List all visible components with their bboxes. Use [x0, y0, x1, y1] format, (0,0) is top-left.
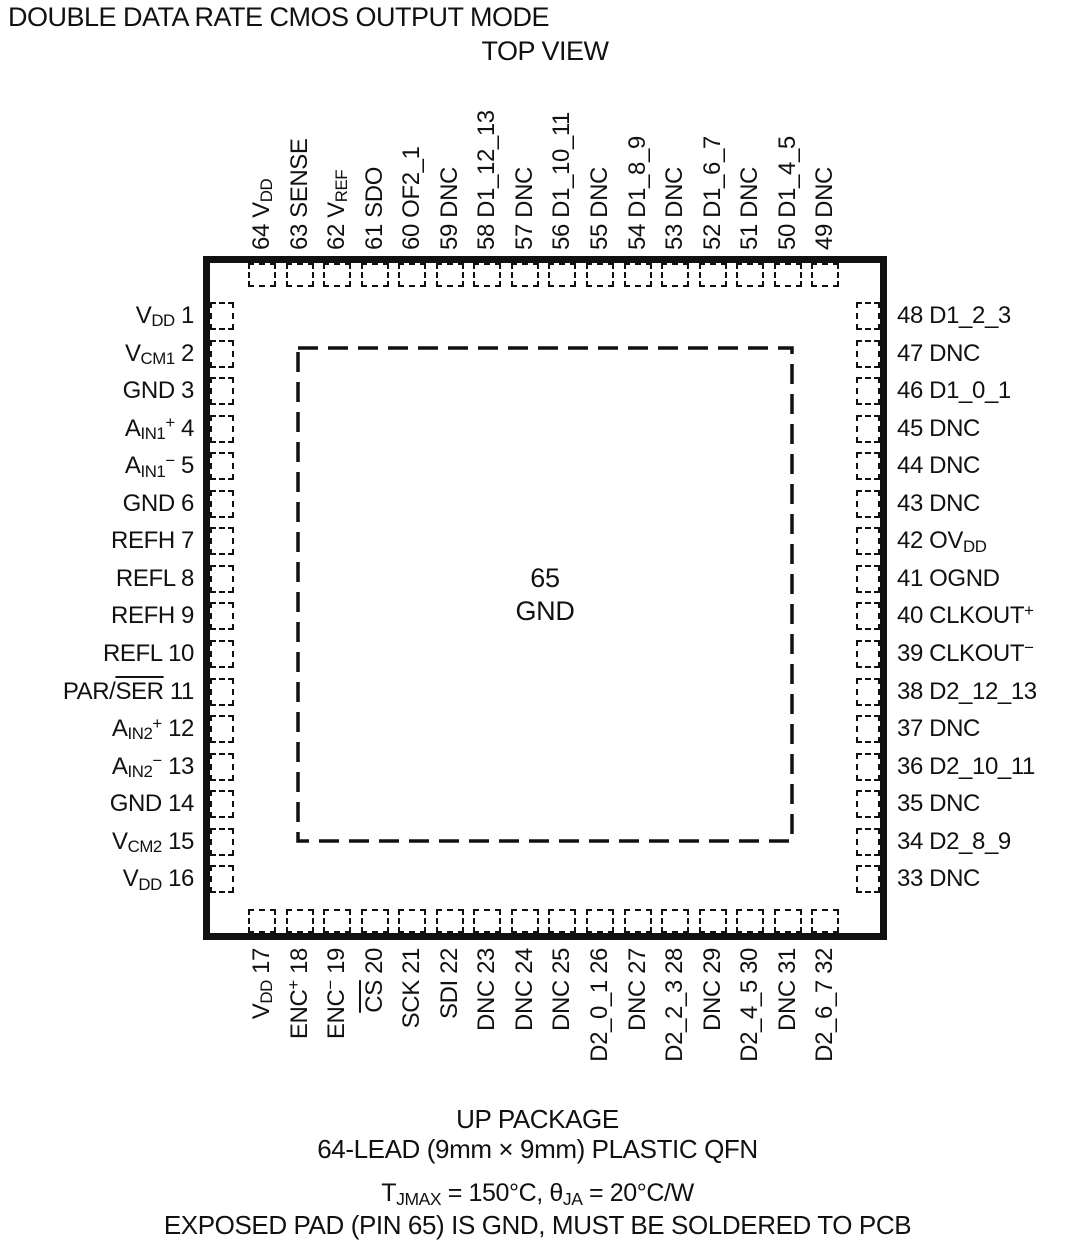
pin-55-pad	[586, 263, 614, 287]
pin-30-label: D2_4_5 30	[736, 948, 764, 1062]
pin-17-pad	[248, 909, 276, 933]
exposed-pad	[296, 346, 794, 843]
pin-18-pad	[286, 909, 314, 933]
pin-54-label: 54 D1_8_9	[623, 136, 651, 250]
pin-59-label: 59 DNC	[435, 167, 463, 250]
pin-33-pad	[856, 865, 880, 893]
pin-9-label: REFH 9	[111, 602, 194, 630]
pin-46-pad	[856, 377, 880, 405]
diagram-title: DOUBLE DATA RATE CMOS OUTPUT MODE	[8, 2, 550, 32]
pin-40-pad	[856, 602, 880, 630]
pin-23-pad	[473, 909, 501, 933]
pin-21-label: SCK 21	[398, 948, 426, 1029]
pin-49-label: 49 DNC	[811, 167, 839, 250]
pin-51-pad	[736, 263, 764, 287]
package-description: 64-LEAD (9mm × 9mm) PLASTIC QFN	[317, 1134, 758, 1164]
pin-4-label: $A_{IN1}^+$ 4	[124, 413, 194, 443]
pin-29-pad	[699, 909, 727, 933]
pin-12-label: $A_{IN2}^+$ 12	[111, 713, 194, 744]
pin-57-pad	[511, 263, 539, 287]
exposed-pad-number: 65	[530, 562, 560, 593]
pin-6-label: GND 6	[122, 489, 194, 517]
pin-7-label: REFH 7	[111, 527, 194, 555]
pin-39-label: 39 CLKOUT−	[897, 638, 1034, 667]
pin-9-pad	[210, 602, 234, 630]
pin-15-label: $V_{CM2}$ 15	[111, 827, 194, 857]
pin-6-pad	[210, 490, 234, 518]
pin-19-pad	[323, 909, 351, 933]
pin-62-pad	[323, 263, 351, 287]
pin-29-label: DNC 29	[698, 948, 726, 1031]
pin-31-pad	[774, 909, 802, 933]
pin-47-pad	[856, 340, 880, 368]
pin-56-label: 56 D1_10_11	[548, 112, 576, 250]
pin-32-pad	[811, 909, 839, 933]
pin-50-pad	[774, 263, 802, 287]
pin-13-pad	[210, 753, 234, 781]
pin-27-label: DNC 27	[623, 948, 651, 1031]
pin-41-pad	[856, 565, 880, 593]
pin-22-pad	[436, 909, 464, 933]
pin-57-label: 57 DNC	[510, 167, 538, 250]
pin-64-pad	[248, 263, 276, 287]
pin-47-label: 47 DNC	[897, 339, 980, 367]
pin-43-pad	[856, 490, 880, 518]
pin-11-pad	[210, 678, 234, 706]
pin-38-pad	[856, 678, 880, 706]
pin-8-label: REFL 8	[115, 564, 194, 592]
pin-37-label: 37 DNC	[897, 715, 980, 743]
pin-49-pad	[811, 263, 839, 287]
pin-26-label: D2_0_1 26	[585, 948, 613, 1062]
pin-3-pad	[210, 377, 234, 405]
pin-28-pad	[661, 909, 689, 933]
pin-36-label: 36 D2_10_11	[897, 752, 1035, 780]
pin-53-pad	[661, 263, 689, 287]
pin-14-pad	[210, 790, 234, 818]
pin-41-label: 41 OGND	[897, 564, 1000, 592]
pin-22-label: SDI 22	[435, 948, 463, 1019]
pin-2-pad	[210, 340, 234, 368]
pin-18-label: ENC+ 18	[284, 948, 313, 1040]
pin-58-label: 58 D1_12_13	[473, 110, 501, 250]
pin-14-label: GND 14	[109, 790, 194, 818]
pin-33-label: 33 DNC	[897, 865, 980, 893]
pin-16-pad	[210, 865, 234, 893]
pin-60-pad	[398, 263, 426, 287]
pin-38-label: 38 D2_12_13	[897, 677, 1037, 705]
pin-44-label: 44 DNC	[897, 452, 980, 480]
pin-7-pad	[210, 527, 234, 555]
pin-34-label: 34 D2_8_9	[897, 827, 1011, 855]
footer-notes	[0, 1104, 1075, 1240]
pin-45-label: 45 DNC	[897, 414, 980, 442]
pin-56-pad	[548, 263, 576, 287]
pin-4-pad	[210, 415, 234, 443]
top-view-label: TOP VIEW	[481, 36, 609, 66]
pin-48-pad	[856, 302, 880, 330]
pin-5-pad	[210, 452, 234, 480]
pin-42-pad	[856, 527, 880, 555]
pin-26-pad	[586, 909, 614, 933]
pin-37-pad	[856, 715, 880, 743]
pin-3-label: GND 3	[122, 377, 194, 405]
pin-12-pad	[210, 715, 234, 743]
pin-59-pad	[436, 263, 464, 287]
pin-27-pad	[624, 909, 652, 933]
exposed-pad-note: EXPOSED PAD (PIN 65) IS GND, MUST BE SOLDERED TO PCB	[163, 1210, 912, 1240]
pin-42-label: 42 $OV_{DD}$	[897, 527, 987, 556]
thermal-note: $T_{JMAX} = 150^\circ C$, $\theta_{JA} = 20^\circ C/W$	[381, 1179, 694, 1209]
pin-32-label: D2_6_7 32	[811, 948, 839, 1062]
pin-44-pad	[856, 452, 880, 480]
pin-20-pad	[361, 909, 389, 933]
pin-30-pad	[736, 909, 764, 933]
pin-24-pad	[511, 909, 539, 933]
pin-36-pad	[856, 753, 880, 781]
pin-60-label: 60 OF2_1	[398, 146, 426, 250]
pin-24-label: DNC 24	[510, 948, 538, 1031]
pin-10-pad	[210, 640, 234, 668]
pin-1-pad	[210, 302, 234, 330]
pin-23-label: DNC 23	[473, 948, 501, 1031]
pin-34-pad	[856, 828, 880, 856]
pin-10-label: REFL 10	[102, 639, 194, 667]
pin-20-label: $\overline{CS}$ 20	[360, 948, 388, 1013]
pin-39-pad	[856, 640, 880, 668]
exposed-pad-label: GND	[515, 595, 575, 626]
pin-17-label: $V_{DD}$ 17	[248, 948, 277, 1020]
pin-28-label: D2_2_3 28	[661, 948, 689, 1062]
pin-11-label: PAR/$\overline{SER}$ 11	[62, 677, 194, 705]
pin-53-label: 53 DNC	[661, 167, 689, 250]
pin-15-pad	[210, 828, 234, 856]
pin-52-label: 52 D1_6_7	[698, 136, 726, 250]
pin-55-label: 55 DNC	[585, 167, 613, 250]
pin-63-pad	[286, 263, 314, 287]
package-name: UP PACKAGE	[456, 1104, 619, 1134]
pin-58-pad	[473, 263, 501, 287]
pin-48-label: 48 D1_2_3	[897, 302, 1011, 329]
pin-45-pad	[856, 415, 880, 443]
pin-64-label: 64 $V_{DD}$	[248, 178, 277, 250]
pin-2-label: $V_{CM1}$ 2	[124, 339, 194, 368]
pin-8-pad	[210, 565, 234, 593]
pin-61-label: 61 SDO	[360, 167, 388, 250]
pin-40-label: 40 CLKOUT+	[897, 600, 1034, 630]
pin-52-pad	[699, 263, 727, 287]
pin-5-label: $A_{IN1}^-$ 5	[124, 450, 194, 481]
pin-35-label: 35 DNC	[897, 790, 980, 818]
pin-1-label: $V_{DD}$ 1	[135, 302, 194, 331]
pin-54-pad	[624, 263, 652, 287]
pin-21-pad	[398, 909, 426, 933]
pin-51-label: 51 DNC	[736, 167, 764, 250]
pin-61-pad	[361, 263, 389, 287]
pin-63-label: 63 SENSE	[285, 138, 313, 250]
pin-46-label: 46 D1_0_1	[897, 377, 1011, 405]
pin-25-label: DNC 25	[548, 948, 576, 1031]
pin-35-pad	[856, 790, 880, 818]
pin-62-label: 62 $V_{REF}$	[323, 169, 352, 250]
pin-31-label: DNC 31	[773, 948, 801, 1031]
pin-50-label: 50 D1_4_5	[773, 136, 801, 250]
pin-13-label: $A_{IN2}^-$ 13	[111, 751, 194, 781]
pin-43-label: 43 DNC	[897, 489, 980, 517]
pin-25-pad	[548, 909, 576, 933]
pin-19-label: ENC− 19	[321, 948, 351, 1040]
pin-16-label: $V_{DD}$ 16	[122, 865, 194, 894]
